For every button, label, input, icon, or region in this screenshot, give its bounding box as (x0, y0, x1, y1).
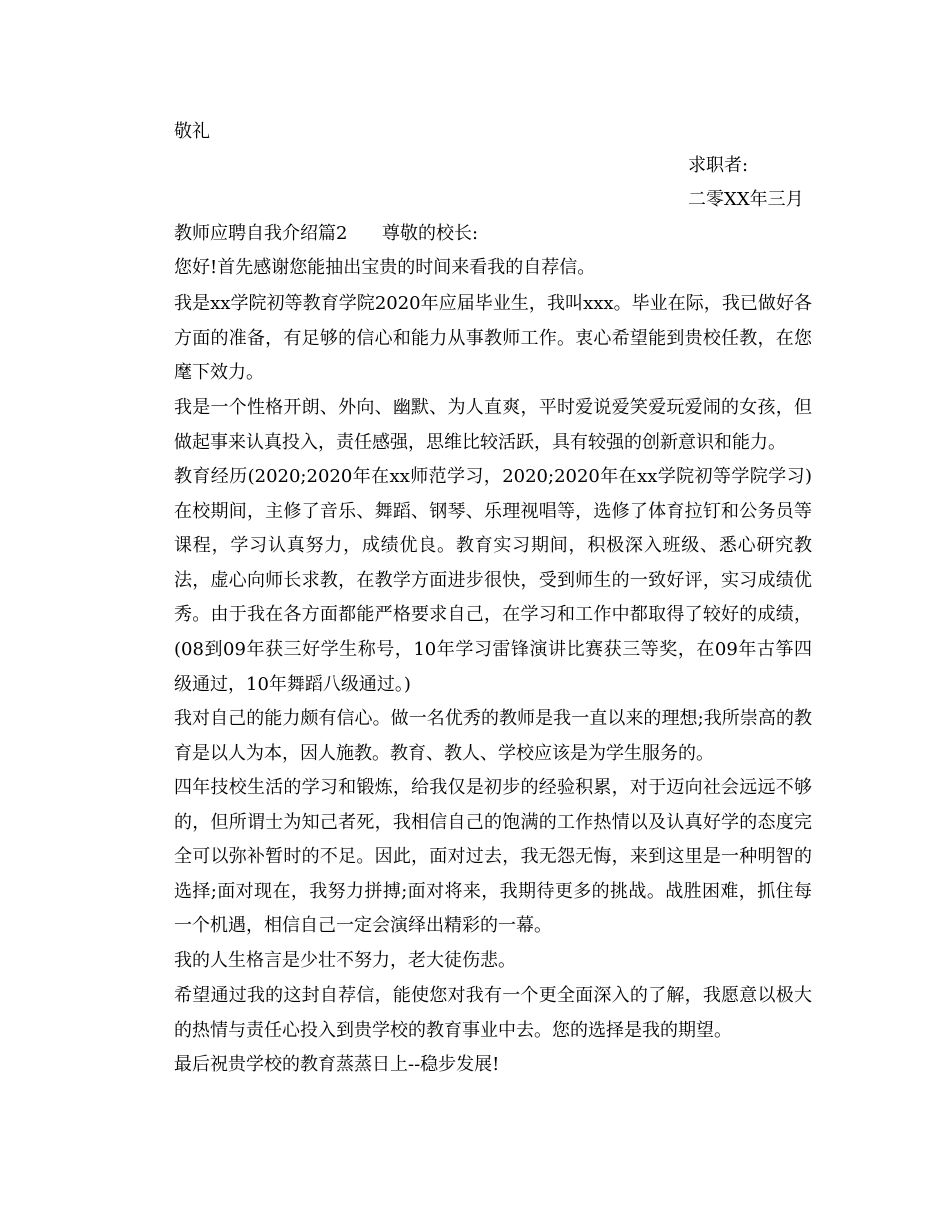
paragraph-confidence (174, 702, 812, 771)
section-title: 教师应聘自我介绍篇2 (174, 223, 348, 244)
applicant-label: 求职者: (688, 155, 749, 176)
paragraph-wish (174, 1048, 812, 1083)
salutation: 尊敬的校长: (382, 223, 479, 244)
paragraph-hope-text: 希望通过我的这封自荐信，能使您对我有一个更全面深入的了解，我愿意以极大的热情与责任心投入到贵学校的教育事业中去。您的选择是我的期望。 (174, 985, 812, 1041)
paragraph-education (174, 460, 812, 702)
letter-date: 二零XX年三月 (688, 189, 804, 210)
closing-text: 敬礼 (174, 121, 210, 142)
paragraph-personality-text: 我是一个性格开朗、外向、幽默、为人直爽，平时爱说爱笑爱玩爱闹的女孩，但做起事来认真投入，责任感强，思维比较活跃，具有较强的创新意识和能力。 (174, 397, 812, 453)
paragraph-confidence-text: 我对自己的能力颇有信心。做一名优秀的教师是我一直以来的理想;我所崇高的教育是以人为本，因人施教。教育、教人、学校应该是为学生服务的。 (174, 708, 812, 764)
paragraph-intro (174, 287, 812, 391)
paragraph-greeting: 您好!首先感谢您能抽出宝贵的时间来看我的自荐信。 (174, 257, 596, 278)
paragraph-hope (174, 979, 812, 1048)
paragraph-education-text: 教育经历(2020;2020年在xx师范学习，2020;2020年在xx学院初等学院学习)在校期间，主修了音乐、舞蹈、钢琴、乐理视唱等，选修了体育拉钉和公务员等课程，学习认真努力，成绩优良。教育实习期间，积极深入班级、悉心研究教法，虚心向师长求教，在教学方面进步很快，受到师生的一致好评，实习成绩优秀。由于我在各方面都能严格要求自己，在学习和工作中都取得了较好的成绩，(08到09年获三好学生称号，10年学习雷锋演讲比赛获三等奖，在09年古筝四级通过，10年舞蹈八级通过。) (174, 466, 812, 695)
paragraph-wish-text: 最后祝贵学校的教育蒸蒸日上--稳步发展! (174, 1054, 500, 1075)
paragraph-intro-text: 我是xx学院初等教育学院2020年应届毕业生，我叫xxx。毕业在际，我已做好各方面的准备，有足够的信心和能力从事教师工作。衷心希望能到贵校任教，在您麾下效力。 (174, 293, 812, 384)
paragraph-motto (174, 944, 812, 979)
paragraph-experience-text: 四年技校生活的学习和锻炼，给我仅是初步的经验积累，对于迈向社会远远不够的，但所谓士为知己者死，我相信自己的饱满的工作热情以及认真好学的态度完全可以弥补暂时的不足。因此，面对过去，我无怨无悔，来到这里是一种明智的选择;面对现在，我努力拼搏;面对将来，我期待更多的挑战。战胜困难，抓住每一个机遇，相信自己一定会演绎出精彩的一幕。 (174, 777, 812, 937)
paragraph-motto-text: 我的人生格言是少壮不努力，老大徒伤悲。 (174, 950, 516, 971)
paragraph-personality (174, 391, 812, 460)
paragraph-experience (174, 771, 812, 944)
